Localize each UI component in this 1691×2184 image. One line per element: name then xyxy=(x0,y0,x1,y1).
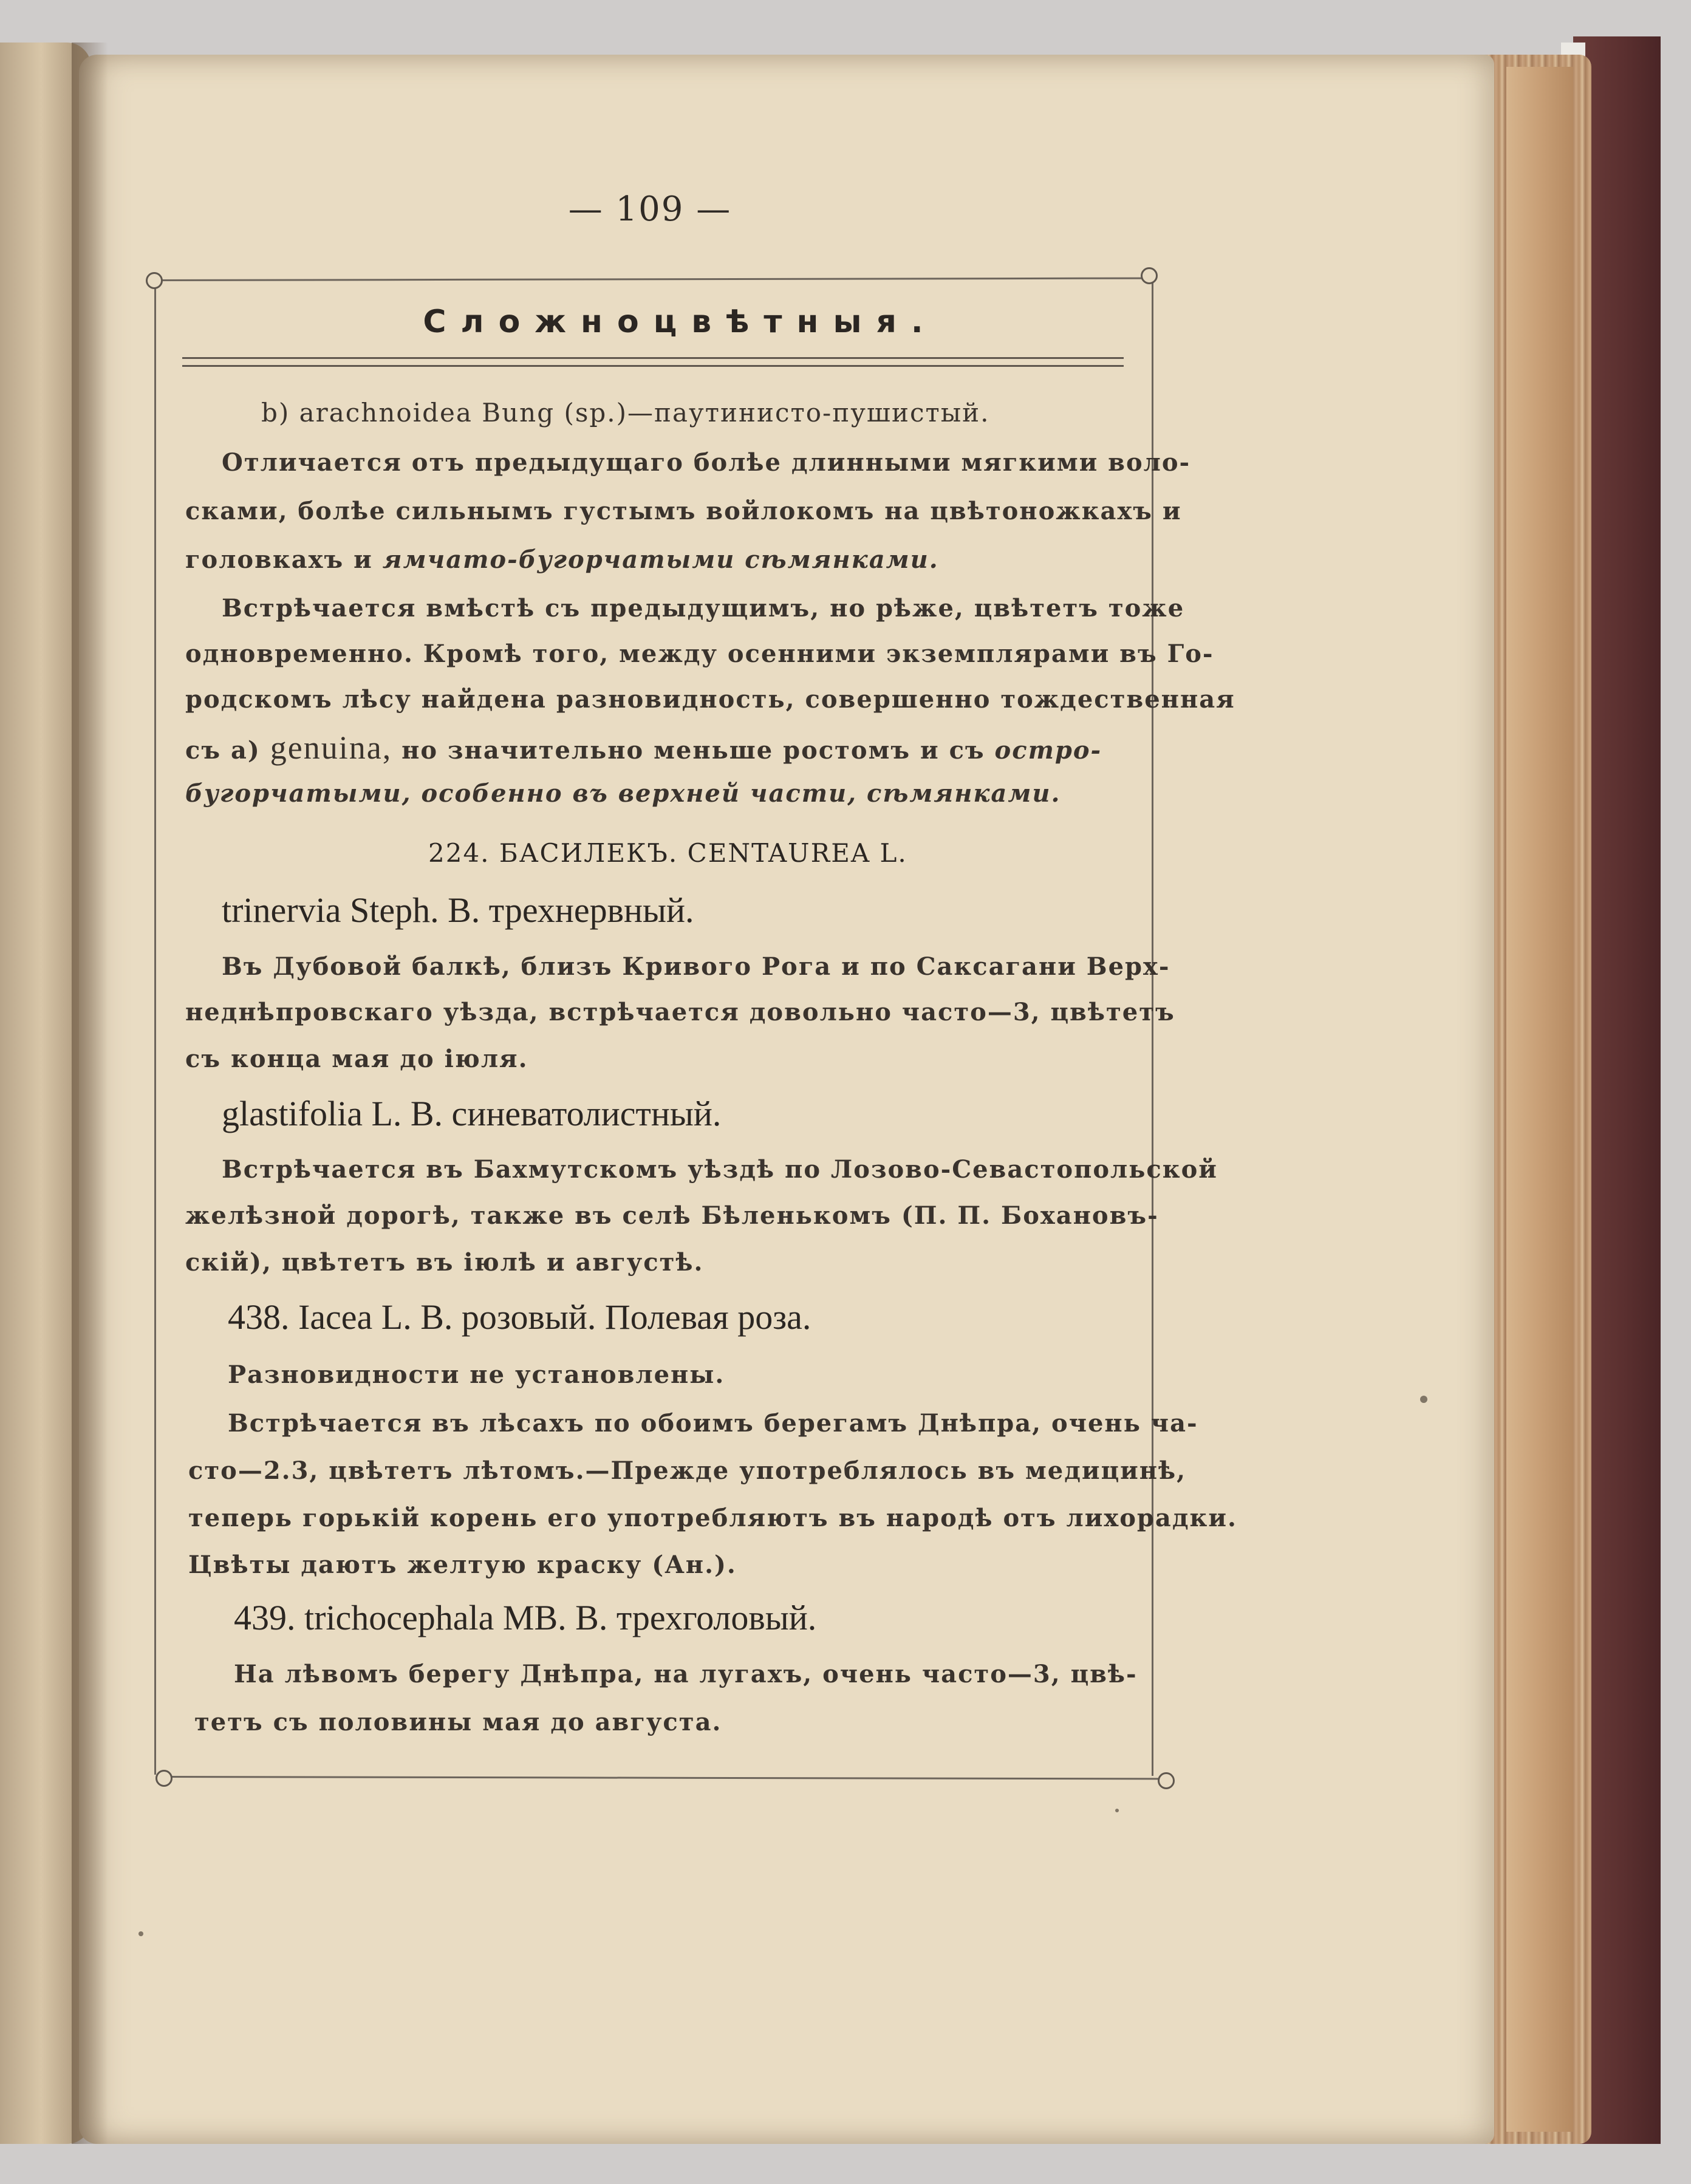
frame-corner-ornament xyxy=(155,1770,173,1787)
paragraph-line xyxy=(185,1201,1159,1230)
paragraph-line xyxy=(234,1660,1138,1688)
paragraph-line xyxy=(188,1504,1237,1532)
line-text: головкахъ и xyxy=(185,545,373,574)
line-text: родскомъ лѣсу найдена разновидность, совершенно тождественная xyxy=(185,685,1235,714)
gutter-shadow xyxy=(72,43,108,2144)
species-heading: 439. trichocephala MB. B. трехголовый. xyxy=(234,1598,817,1637)
line-text: одновременно. Кромѣ того, между осенними экземплярами въ Го- xyxy=(185,640,1214,668)
paragraph-line xyxy=(188,1456,1187,1485)
line-text: теперь горькій корень его употребляютъ въ народѣ отъ лихорадки. xyxy=(188,1504,1237,1532)
page-number: — 109 — xyxy=(568,189,732,229)
paragraph-line xyxy=(228,1409,1198,1438)
page-stack-edges-inner xyxy=(1506,67,1573,2132)
paper-speck xyxy=(1420,1396,1427,1403)
line-text: Встрѣчается въ лѣсахъ по обоимъ берегамъ Днѣпра, очень ча- xyxy=(228,1409,1198,1438)
line-text: сками, болѣе сильнымъ густымъ войлокомъ на цвѣтоножкахъ и xyxy=(185,497,1182,525)
line-text: сто—2.3, цвѣтетъ лѣтомъ.—Прежде употреблялось въ медицинѣ, xyxy=(188,1456,1187,1485)
latin-term: genuina, xyxy=(270,729,392,766)
variety-heading: b) arachnoidea Bung (sp.)—паутинисто-пушистый. xyxy=(261,398,990,428)
paper-speck xyxy=(1115,1809,1119,1812)
paragraph-line: скій), цвѣтетъ въ іюлѣ и августѣ. xyxy=(185,1248,704,1277)
paragraph-line: бугорчатыми, особенно въ верхней части, сѣмянками. xyxy=(185,779,1061,808)
paper-speck xyxy=(138,1931,143,1936)
paragraph-line xyxy=(222,952,1170,981)
line-text: неднѣпровскаго уѣзда, встрѣчается довольно часто—3, цвѣтетъ xyxy=(185,998,1175,1026)
frame-corner-ornament xyxy=(1158,1772,1175,1789)
italic-line-text: ямчато-бугорчатыми сѣмянками. xyxy=(382,545,939,574)
paragraph-line: съ конца мая до іюля. xyxy=(185,1045,528,1073)
paragraph-line xyxy=(185,685,1235,714)
paragraph-line xyxy=(185,998,1175,1026)
line-text: Въ Дубовой балкѣ, близъ Кривого Рога и по Саксагани Верх- xyxy=(222,952,1170,981)
line-text: Встрѣчается въ Бахмутскомъ уѣздѣ по Лозово-Севастопольской xyxy=(222,1155,1218,1184)
paragraph-line xyxy=(185,729,1102,766)
paragraph-line xyxy=(185,497,1182,525)
paragraph-line xyxy=(185,640,1214,668)
frame-left-rule xyxy=(154,287,156,1775)
paragraph-line xyxy=(222,448,1191,477)
italic-line-text: остро- xyxy=(994,736,1102,765)
paragraph-line xyxy=(222,594,1185,623)
frame-corner-ornament xyxy=(146,272,163,289)
paragraph-line: тетъ съ половины мая до августа. xyxy=(194,1708,722,1736)
line-text: съ а) xyxy=(185,736,261,765)
species-heading: 438. Iacea L. B. розовый. Полевая роза. xyxy=(228,1297,811,1337)
section-title: Сложноцвѣтныя. xyxy=(423,304,938,340)
line-text: На лѣвомъ берегу Днѣпра, на лугахъ, очень часто—3, цвѣ- xyxy=(234,1660,1138,1688)
header-double-rule xyxy=(182,357,1124,367)
line-text: но значительно меньше ростомъ и съ xyxy=(401,736,985,765)
paragraph-line: Разновидности не установлены. xyxy=(228,1360,725,1389)
paragraph-line xyxy=(185,545,939,574)
line-text: Встрѣчается вмѣстѣ съ предыдущимъ, но рѣже, цвѣтетъ тоже xyxy=(222,594,1185,623)
paragraph-line: Цвѣты даютъ желтую краску (Ан.). xyxy=(188,1551,737,1579)
species-heading: glastifolia L. B. синеватолистный. xyxy=(222,1094,722,1133)
line-text: желѣзной дорогѣ, также въ селѣ Бѣленькомъ (П. П. Бохановъ- xyxy=(185,1201,1159,1230)
frame-corner-ornament xyxy=(1141,267,1158,284)
genus-heading: 224. БАСИЛЕКЪ. CENTAUREA L. xyxy=(428,838,907,868)
paragraph-line xyxy=(222,1155,1218,1184)
species-heading: trinervia Steph. B. трехнервный. xyxy=(222,890,694,930)
line-text: Отличается отъ предыдущаго болѣе длинными мягкими воло- xyxy=(222,448,1191,477)
